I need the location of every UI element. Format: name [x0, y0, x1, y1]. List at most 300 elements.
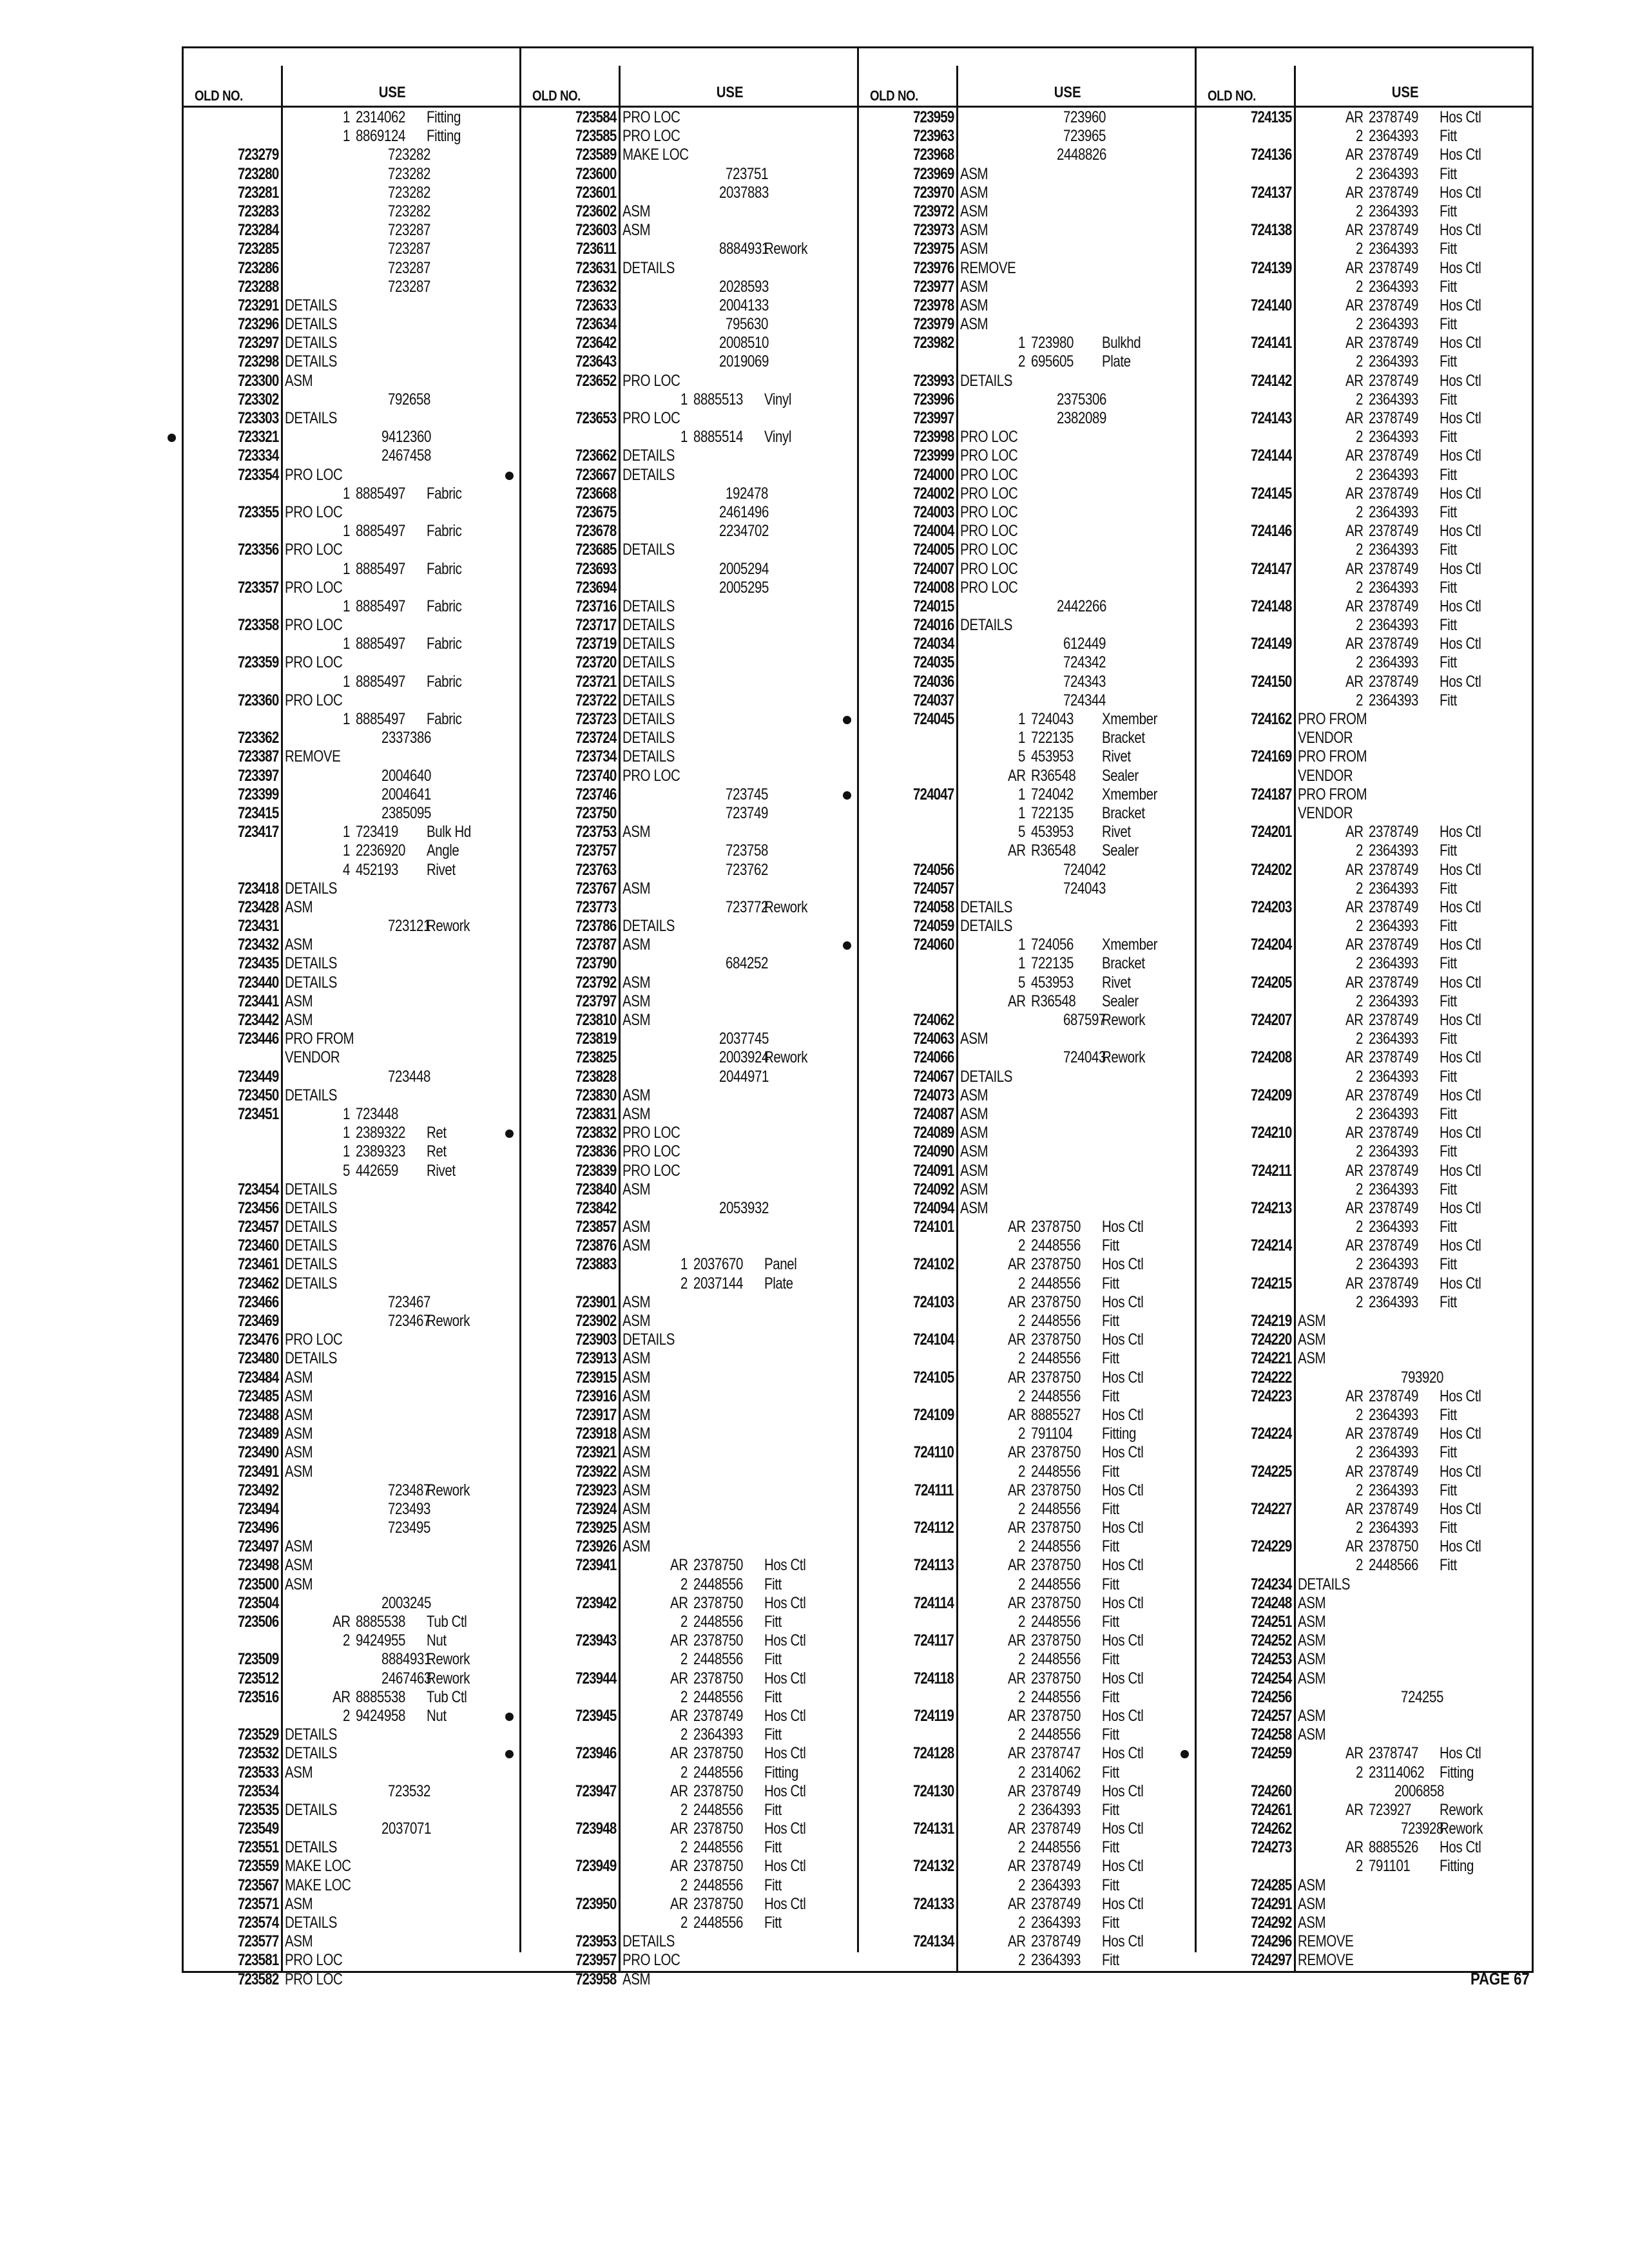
quantity: AR: [1008, 1255, 1026, 1274]
new-part-number: 2378749: [1369, 1198, 1418, 1217]
use-code: ASM: [1298, 1725, 1326, 1744]
table-row: [858, 278, 1196, 296]
table-row: [183, 352, 521, 371]
use-code: DETAILS: [622, 597, 675, 615]
old-part-number: 724092: [912, 1180, 954, 1198]
table-row: [521, 184, 858, 202]
quantity: 2: [1356, 1218, 1363, 1236]
table-row: [858, 108, 1196, 127]
new-part-number: 2364393: [1369, 465, 1418, 484]
quantity: 2: [1356, 164, 1363, 183]
old-part-number: 723469: [237, 1312, 278, 1330]
new-part-number: 723282: [388, 183, 430, 202]
use-code: ASM: [622, 1236, 651, 1255]
old-part-number: 724148: [1250, 597, 1291, 615]
table-row: [1196, 240, 1534, 258]
part-description: Rework: [764, 240, 808, 258]
new-part-number: 2037144: [693, 1274, 743, 1293]
quantity: 2: [1018, 1349, 1025, 1368]
new-part-number: 723419: [356, 823, 398, 841]
use-code: ASM: [622, 1405, 651, 1424]
old-part-number: 723832: [575, 1124, 616, 1142]
table-row: [858, 1744, 1196, 1763]
use-code: DETAILS: [285, 1800, 338, 1819]
use-code: PRO FROM: [1298, 747, 1367, 766]
quantity: 2: [1018, 1650, 1025, 1669]
new-part-number: 2378750: [1031, 1255, 1081, 1274]
table-row: [1196, 1707, 1534, 1725]
use-code: DETAILS: [285, 1274, 338, 1293]
old-part-number: 723924: [575, 1499, 616, 1518]
table-row: [858, 1763, 1196, 1782]
old-part-number: 723787: [575, 936, 616, 954]
table-row: [1196, 1876, 1534, 1895]
old-part-number: 723360: [237, 691, 278, 709]
old-part-number: 724101: [912, 1218, 954, 1236]
old-part-number: 723291: [237, 296, 278, 314]
part-description: Fitt: [1440, 1556, 1457, 1575]
new-part-number: 2448556: [693, 1838, 743, 1857]
quantity: AR: [1345, 1274, 1364, 1293]
quantity: 1: [343, 841, 350, 860]
part-description: Hos Ctl: [1102, 1857, 1144, 1876]
old-part-number: 724297: [1250, 1951, 1291, 1970]
quantity: 2: [1356, 1405, 1363, 1424]
old-part-number: 724252: [1250, 1631, 1291, 1650]
part-description: Fitt: [1102, 1876, 1119, 1894]
part-description: Tub Ctl: [427, 1687, 467, 1706]
old-part-number: 724201: [1250, 823, 1291, 841]
new-part-number: 2364393: [1369, 428, 1418, 447]
old-part-number: 723948: [575, 1820, 616, 1838]
part-description: Fitt: [764, 1914, 782, 1932]
old-part-number: 723497: [237, 1537, 278, 1556]
table-row: [858, 1613, 1196, 1631]
new-part-number: 2467458: [381, 447, 431, 465]
quantity: 1: [1018, 803, 1025, 822]
old-part-number: 724113: [913, 1556, 954, 1575]
quantity: AR: [1345, 1011, 1364, 1029]
table-row: [858, 372, 1196, 390]
new-part-number: 723282: [388, 202, 430, 220]
part-description: Fitt: [1102, 1274, 1119, 1293]
new-part-number: 453953: [1031, 823, 1074, 841]
new-part-number: 2364393: [693, 1725, 743, 1744]
old-part-number: 724067: [912, 1067, 954, 1086]
part-description: Hos Ctl: [1440, 409, 1481, 427]
use-code: ASM: [285, 1537, 313, 1556]
part-description: Fitt: [1440, 1142, 1457, 1161]
quantity: AR: [1345, 936, 1364, 954]
table-row: [1196, 579, 1534, 597]
old-part-number: 723602: [575, 202, 616, 220]
new-part-number: 2467463: [381, 1669, 431, 1687]
new-part-number: 684252: [726, 954, 768, 973]
table-column-4: [1196, 66, 1534, 1972]
old-part-number: 723399: [237, 785, 278, 803]
table-row: [858, 1688, 1196, 1707]
old-part-number: 723982: [912, 334, 954, 352]
new-part-number: 2364393: [1369, 352, 1418, 371]
new-part-number: 724342: [1063, 653, 1106, 672]
part-description: Nut: [427, 1706, 447, 1725]
new-part-number: 2005294: [719, 559, 769, 578]
new-part-number: 2364393: [1369, 1180, 1418, 1198]
new-part-number: 8885538: [356, 1687, 405, 1706]
table-row: [858, 127, 1196, 146]
use-code: DETAILS: [285, 954, 338, 973]
old-part-number: 723302: [237, 390, 278, 408]
new-part-number: 2378749: [1369, 1161, 1418, 1180]
use-code: ASM: [960, 1142, 988, 1161]
table-row: [858, 165, 1196, 184]
part-description: Fabric: [427, 597, 462, 615]
new-part-number: 2382089: [1057, 409, 1106, 427]
table-row: [521, 1763, 858, 1782]
use-code: PRO LOC: [960, 484, 1018, 503]
new-part-number: 2448556: [1031, 1349, 1081, 1368]
table-row: [858, 541, 1196, 559]
new-part-number: 2448556: [693, 1763, 743, 1782]
table-row: [1196, 1443, 1534, 1462]
old-part-number: 723958: [575, 1970, 616, 1988]
table-row: [521, 1199, 858, 1218]
row-list: [521, 108, 858, 1989]
quantity: 2: [1356, 1481, 1363, 1499]
table-row: [1196, 1255, 1534, 1274]
old-part-number: 723970: [912, 183, 954, 202]
old-part-number: 723460: [237, 1236, 278, 1255]
use-code: VENDOR: [1298, 766, 1353, 785]
part-description: Xmember: [1102, 785, 1157, 803]
table-row: [858, 1838, 1196, 1857]
new-part-number: 2364393: [1369, 1030, 1418, 1048]
table-row: [1196, 954, 1534, 973]
old-part-number: 723585: [575, 127, 616, 146]
old-part-number: 723790: [575, 954, 616, 973]
new-part-number: 8885497: [356, 559, 405, 578]
table-row: [1196, 635, 1534, 653]
old-part-number: 724259: [1250, 1744, 1291, 1763]
part-description: Bulkhd: [1102, 334, 1141, 352]
part-description: Fitt: [1102, 1312, 1119, 1330]
old-no-header: OLD NO.: [1208, 88, 1256, 104]
old-part-number: 723946: [575, 1744, 616, 1763]
new-part-number: 2378749: [1031, 1894, 1081, 1913]
use-code: DETAILS: [622, 258, 675, 277]
quantity: AR: [1345, 860, 1364, 879]
table-row: [183, 334, 521, 352]
new-part-number: 2037071: [381, 1820, 431, 1838]
use-code: PRO LOC: [960, 522, 1018, 541]
quantity: AR: [1345, 447, 1364, 465]
table-row: [858, 522, 1196, 541]
table-row: [1196, 936, 1534, 954]
old-part-number: 723678: [575, 522, 616, 541]
old-part-number: 723642: [575, 334, 616, 352]
old-part-number: 724213: [1250, 1198, 1291, 1217]
old-part-number: 723296: [237, 315, 278, 334]
old-part-number: 724135: [1250, 108, 1291, 126]
quantity: 2: [1356, 992, 1363, 1010]
part-description: Fitting: [1440, 1857, 1474, 1876]
table-row: [183, 1801, 521, 1820]
table-row: [1196, 1274, 1534, 1293]
old-part-number: 723442: [237, 1011, 278, 1029]
table-row: [183, 1631, 521, 1650]
old-part-number: 724207: [1250, 1011, 1291, 1029]
quantity: 1: [343, 1142, 350, 1161]
table-row: [183, 1575, 521, 1594]
use-code: ASM: [285, 1763, 313, 1782]
old-part-number: 723969: [912, 164, 954, 183]
table-row: [1196, 653, 1534, 672]
table-row: [183, 1970, 521, 1989]
old-part-number: 723441: [237, 992, 278, 1010]
part-description: Hos Ctl: [1440, 258, 1481, 277]
quantity: AR: [1345, 108, 1364, 126]
table-row: [1196, 447, 1534, 465]
new-part-number: 2037670: [693, 1255, 743, 1274]
table-row: [858, 1162, 1196, 1180]
table-row: [183, 315, 521, 334]
old-part-number: 723957: [575, 1951, 616, 1970]
new-part-number: 8885497: [356, 484, 405, 503]
part-description: Fitt: [1440, 202, 1457, 220]
use-code: DETAILS: [622, 691, 675, 709]
quantity: 4: [343, 860, 350, 879]
table-row: [183, 1255, 521, 1274]
part-description: Hos Ctl: [1440, 1124, 1481, 1142]
old-part-number: 723631: [575, 258, 616, 277]
old-part-number: 724253: [1250, 1650, 1291, 1669]
old-part-number: 724223: [1250, 1387, 1291, 1405]
new-part-number: 612449: [1063, 635, 1106, 653]
old-part-number: 724105: [912, 1368, 954, 1387]
table-row: [183, 1312, 521, 1331]
use-code: DETAILS: [622, 465, 675, 484]
table-row: [858, 1594, 1196, 1613]
old-part-number: 723997: [912, 409, 954, 427]
use-code: PRO LOC: [285, 541, 343, 559]
use-code: DETAILS: [285, 352, 338, 371]
old-part-number: 723996: [912, 390, 954, 408]
use-code: PRO LOC: [285, 578, 343, 597]
use-code: PRO LOC: [285, 465, 343, 484]
old-part-number: 724251: [1250, 1613, 1291, 1631]
old-part-number: 724205: [1250, 973, 1291, 992]
old-part-number: 723978: [912, 296, 954, 314]
old-part-number: 723918: [575, 1425, 616, 1443]
table-row: [183, 1030, 521, 1048]
use-code: ASM: [960, 221, 988, 240]
table-row: [521, 1914, 858, 1932]
table-row: [183, 691, 521, 710]
old-part-number: 724138: [1250, 221, 1291, 240]
part-description: Fabric: [427, 559, 462, 578]
old-part-number: 723825: [575, 1048, 616, 1067]
new-part-number: 2364393: [1369, 1519, 1418, 1537]
use-code: PRO FROM: [285, 1030, 354, 1048]
table-row: [858, 184, 1196, 202]
old-part-number: 724292: [1250, 1914, 1291, 1932]
new-part-number: 2028593: [719, 277, 769, 296]
table-row: [858, 1876, 1196, 1895]
table-row: [521, 1312, 858, 1331]
use-code: PRO LOC: [622, 1124, 680, 1142]
new-part-number: 2378749: [1369, 1274, 1418, 1293]
new-part-number: 2378749: [1369, 973, 1418, 992]
quantity: AR: [1345, 1198, 1364, 1217]
table-row: [1196, 1914, 1534, 1932]
table-row: [183, 1932, 521, 1951]
use-header: USE: [378, 84, 406, 101]
table-row: [1196, 1857, 1534, 1876]
table-row: [858, 1857, 1196, 1876]
new-part-number: 2364393: [1031, 1876, 1081, 1894]
old-part-number: 724134: [912, 1932, 954, 1951]
old-part-number: 723456: [237, 1198, 278, 1217]
old-part-number: 723574: [237, 1914, 278, 1932]
new-part-number: 724042: [1031, 785, 1074, 803]
old-part-number: 723415: [237, 803, 278, 822]
part-description: Rework: [1102, 1011, 1146, 1029]
table-row: [1196, 485, 1534, 503]
quantity: 2: [1356, 1443, 1363, 1462]
old-part-number: 724073: [912, 1086, 954, 1104]
part-description: Rivet: [1102, 823, 1131, 841]
table-row: [521, 1801, 858, 1820]
new-part-number: 2364393: [1369, 653, 1418, 672]
table-row: [521, 710, 858, 729]
new-part-number: 723121: [388, 917, 430, 936]
table-row: [521, 1162, 858, 1180]
quantity: AR: [1345, 1048, 1364, 1067]
quantity: 2: [680, 1613, 688, 1631]
use-code: PRO LOC: [285, 503, 343, 521]
quantity: AR: [1008, 1293, 1026, 1311]
old-part-number: 723717: [575, 616, 616, 635]
part-description: Ret: [427, 1124, 447, 1142]
quantity: AR: [1008, 1631, 1026, 1650]
use-code: DETAILS: [285, 1086, 338, 1104]
new-part-number: 2364393: [1369, 1293, 1418, 1311]
use-code: ASM: [960, 1124, 988, 1142]
use-header: USE: [1391, 84, 1419, 101]
part-description: Sealer: [1102, 766, 1139, 785]
new-part-number: R36548: [1031, 992, 1076, 1010]
table-row: [1196, 108, 1534, 127]
quantity: AR: [333, 1687, 351, 1706]
new-part-number: 9412360: [381, 428, 431, 447]
quantity: 2: [1018, 1800, 1025, 1819]
table-column-2: [521, 66, 858, 1988]
table-row: [521, 579, 858, 597]
part-description: Fitt: [1102, 1613, 1119, 1631]
quantity: 2: [1356, 1067, 1363, 1086]
table-row: [183, 202, 521, 221]
use-code: ASM: [622, 1180, 651, 1198]
old-part-number: 723944: [575, 1669, 616, 1687]
use-code: DETAILS: [960, 898, 1013, 916]
use-code: DETAILS: [622, 917, 675, 936]
new-part-number: 722135: [1031, 729, 1074, 747]
use-code: ASM: [622, 1970, 651, 1988]
table-row: [521, 1932, 858, 1951]
table-row: [858, 917, 1196, 936]
old-part-number: 723942: [575, 1593, 616, 1612]
old-part-number: 723842: [575, 1198, 616, 1217]
use-code: PRO LOC: [285, 1951, 343, 1970]
new-part-number: 2378749: [1369, 898, 1418, 916]
quantity: AR: [1008, 1782, 1026, 1800]
table-row: [1196, 1763, 1534, 1782]
table-row: [1196, 898, 1534, 917]
quantity: 2: [1018, 1838, 1025, 1857]
old-part-number: 724003: [912, 503, 954, 521]
table-row: [1196, 522, 1534, 541]
use-code: DETAILS: [622, 635, 675, 653]
quantity: AR: [1008, 1519, 1026, 1537]
part-description: Fitt: [1102, 1537, 1119, 1556]
old-part-number: 723397: [237, 766, 278, 785]
old-part-number: 723830: [575, 1086, 616, 1104]
table-row: [1196, 352, 1534, 371]
quantity: 2: [1356, 1519, 1363, 1537]
old-part-number: 723916: [575, 1387, 616, 1405]
old-part-number: 724037: [912, 691, 954, 709]
part-description: Fitt: [1102, 1236, 1119, 1255]
old-part-number: 723921: [575, 1443, 616, 1462]
table-row: [858, 1387, 1196, 1406]
new-part-number: 442659: [356, 1161, 398, 1180]
table-row: [858, 485, 1196, 503]
old-part-number: 724204: [1250, 936, 1291, 954]
table-row: [1196, 428, 1534, 447]
part-description: Hos Ctl: [764, 1857, 806, 1876]
part-description: Hos Ctl: [1440, 484, 1481, 503]
part-description: Bracket: [1102, 803, 1145, 822]
old-part-number: 723913: [575, 1349, 616, 1368]
new-part-number: 2037745: [719, 1030, 769, 1048]
new-part-number: 2389323: [356, 1142, 405, 1161]
old-part-number: 724256: [1250, 1687, 1291, 1706]
quantity: 2: [1356, 315, 1363, 334]
table-row: [521, 447, 858, 465]
quantity: AR: [1008, 1368, 1026, 1387]
old-part-number: 724140: [1250, 296, 1291, 314]
quantity: 1: [680, 428, 688, 447]
new-part-number: 2378749: [1369, 522, 1418, 541]
old-part-number: 723947: [575, 1782, 616, 1800]
new-part-number: 2364393: [1369, 1067, 1418, 1086]
table-row: [183, 992, 521, 1011]
use-code: DETAILS: [285, 1218, 338, 1236]
table-row: [521, 1556, 858, 1575]
part-description: Fitt: [1102, 1462, 1119, 1481]
use-code: PRO LOC: [285, 691, 343, 709]
use-code: DETAILS: [960, 917, 1013, 936]
part-description: Hos Ctl: [764, 1782, 806, 1800]
new-part-number: 2448556: [1031, 1462, 1081, 1481]
new-part-number: 2448556: [1031, 1687, 1081, 1706]
table-row: [858, 1180, 1196, 1199]
old-part-number: 723949: [575, 1857, 616, 1876]
new-part-number: 2314062: [356, 108, 405, 126]
use-code: DETAILS: [285, 1180, 338, 1198]
use-code: ASM: [622, 1293, 651, 1311]
new-part-number: 2448556: [693, 1800, 743, 1819]
